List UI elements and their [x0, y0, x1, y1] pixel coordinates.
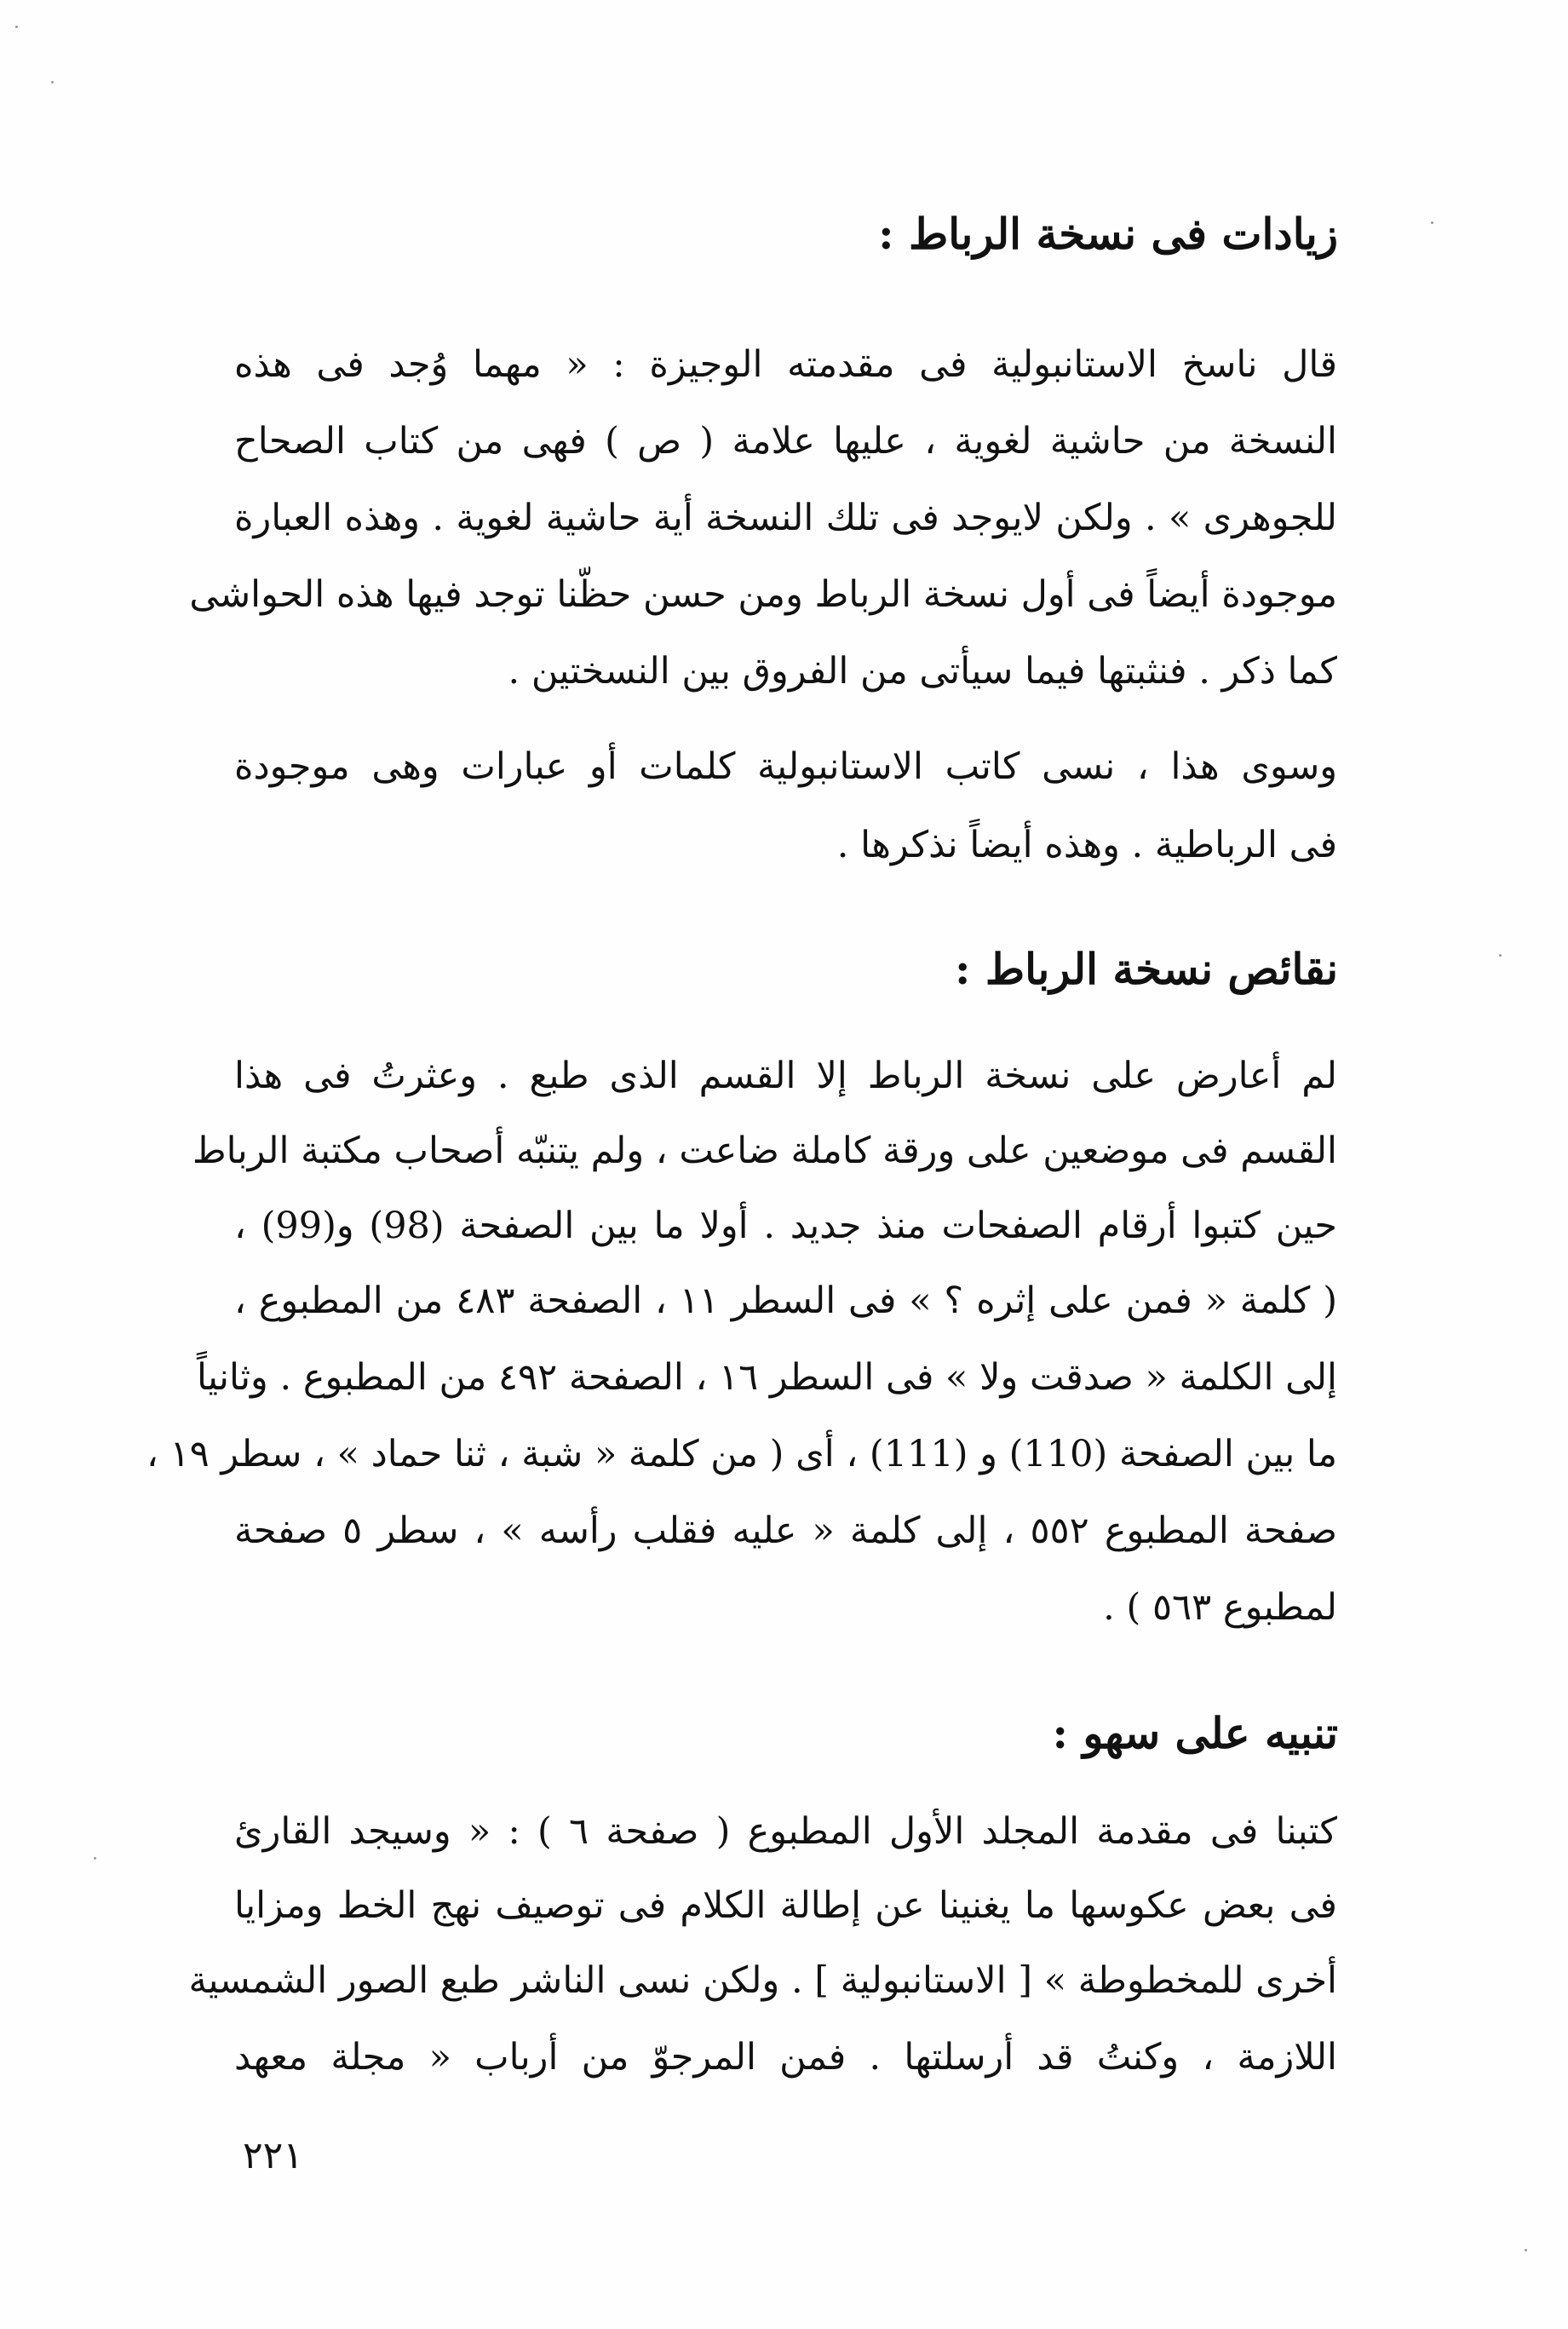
text-line: موجودة أيضاً فى أول نسخة الرباط ومن حسن حظّنا توجد فيها هذه الحواشى — [189, 573, 1337, 616]
scan-speck — [15, 26, 18, 28]
scan-speck — [94, 1857, 96, 1860]
text-line: لمطبوع ٥٦٣ ) . — [1103, 1586, 1337, 1629]
text-line: أخرى للمخطوطة » [ الاستانبولية ] . ولكن نسى الناشر طبع الصور الشمسية — [188, 1959, 1337, 2002]
text-line: فى بعض عكوسها ما يغنينا عن إطالة الكلام فى توصيف نهج الخط ومزايا — [234, 1884, 1337, 1927]
section-heading-deficiencies: نقائص نسخة الرباط : — [955, 944, 1338, 994]
scan-speck — [1525, 2249, 1527, 2251]
scan-speck — [1431, 221, 1433, 224]
section-heading-additions: زيادات فى نسخة الرباط : — [878, 209, 1338, 259]
text-line: إلى الكلمة « صدقت ولا » فى السطر ١٦ ، الصفحة ٤٩٢ من المطبوع . وثانياً — [196, 1356, 1337, 1399]
text-line: ( كلمة « فمن على إثره ؟ » فى السطر ١١ ، الصفحة ٤٨٣ من المطبوع ، — [234, 1280, 1337, 1322]
text-line: قال ناسخ الاستانبولية فى مقدمته الوجيزة : « مهما وُجد فى هذه — [234, 343, 1337, 386]
text-line: ما بين الصفحة (110) و (111) ، أى ( من كلمة « شبة ، ثنا حماد » ، سطر ١٩ ، — [146, 1433, 1337, 1475]
text-line: حين كتبوا أرقام الصفحات منذ جديد . أولا ما بين الصفحة (98) و(99) ، — [234, 1205, 1337, 1247]
text-line: كما ذكر . فنثبتها فيما سيأتى من الفروق بين النسختين . — [508, 650, 1337, 693]
text-line: كتبنا فى مقدمة المجلد الأول المطبوع ( صفحة ٦ ) : « وسيجد القارئ — [234, 1810, 1337, 1853]
text-line: النسخة من حاشية لغوية ، عليها علامة ( ص ) فهى من كتاب الصحاح — [234, 420, 1337, 463]
text-line: للجوهرى » . ولكن لايوجد فى تلك النسخة أية حاشية لغوية . وهذه العبارة — [234, 497, 1337, 539]
section-heading-oversight-note: تنبيه على سهو : — [1052, 1708, 1338, 1758]
scan-speck — [1499, 954, 1502, 957]
text-line: لم أعارض على نسخة الرباط إلا القسم الذى طبع . وعثرتُ فى هذا — [234, 1055, 1337, 1097]
text-line: القسم فى موضعين على ورقة كاملة ضاعت ، ولم يتنبّه أصحاب مكتبة الرباط — [192, 1130, 1337, 1172]
text-line: صفحة المطبوع ٥٥٢ ، إلى كلمة « عليه فقلب رأسه » ، سطر ٥ صفحة — [234, 1510, 1337, 1552]
text-line: اللازمة ، وكنتُ قد أرسلتها . فمن المرجوّ من أرباب « مجلة معهد — [234, 2036, 1337, 2079]
scan-speck — [51, 81, 54, 83]
text-line: فى الرباطية . وهذه أيضاً نذكرها . — [836, 824, 1337, 866]
page-number: ٢٢١ — [243, 2134, 303, 2177]
text-line: وسوى هذا ، نسى كاتب الاستانبولية كلمات أو عبارات وهى موجودة — [234, 745, 1337, 788]
